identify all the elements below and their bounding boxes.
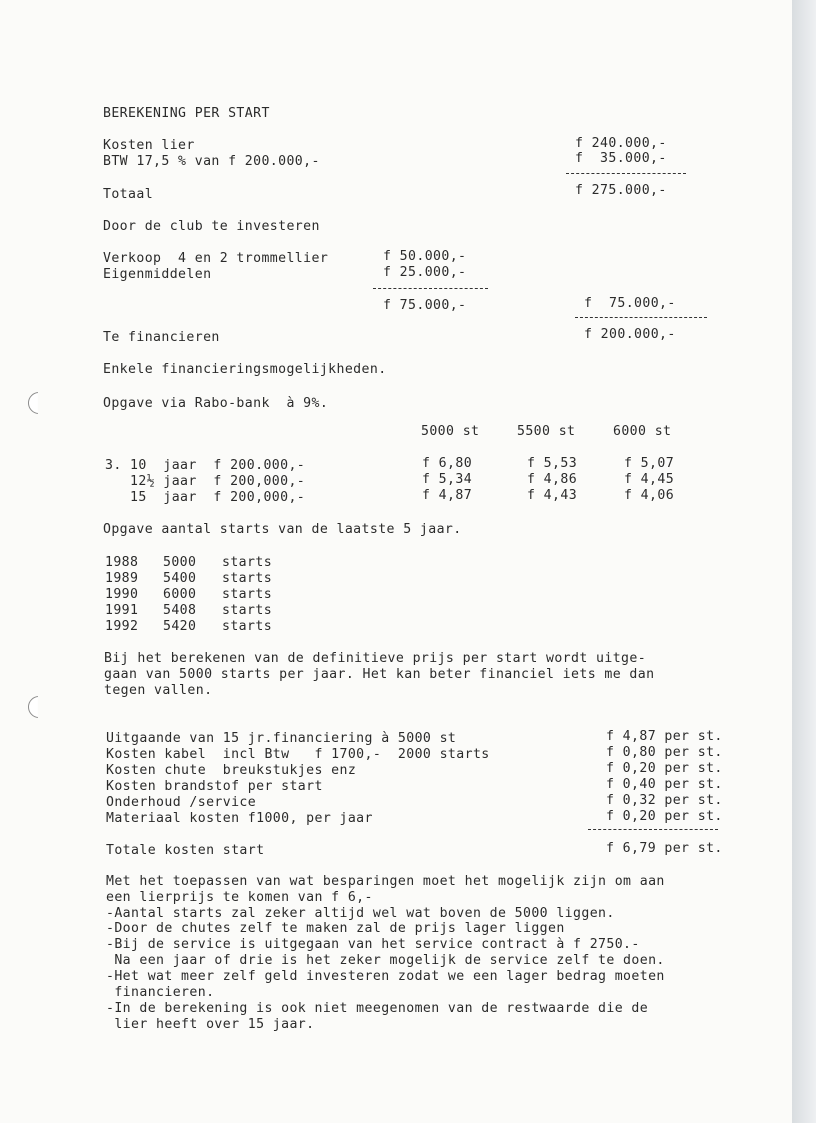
breakdown-label: Materiaal kosten f1000, per jaar xyxy=(106,811,373,826)
total-label: Totaal xyxy=(103,187,154,202)
starts-count: 6000 xyxy=(163,587,197,602)
closing-line: Met het toepassen van wat besparingen moet het mogelijk zijn om aan xyxy=(106,874,665,889)
starts-count: 5420 xyxy=(163,619,197,634)
starts-year: 1988 xyxy=(105,555,139,570)
divider-line xyxy=(566,173,686,174)
cost-btw-label: BTW 17,5 % van f 200.000,- xyxy=(103,154,320,169)
rabo-row-label: 3. 10 jaar f 200.000,- xyxy=(105,458,306,473)
breakdown-label: Kosten kabel incl Btw f 1700,- 2000 starts xyxy=(106,747,490,762)
rabo-row-label: 12½ jaar f 200,000,- xyxy=(105,474,306,489)
eigen-value: f 25.000,- xyxy=(383,265,467,280)
financing-value: f 200.000,- xyxy=(584,327,676,342)
punch-hole xyxy=(28,392,50,414)
breakdown-value: f 0,20 per st. xyxy=(606,809,723,824)
total-value: f 275.000,- xyxy=(575,183,667,198)
rabo-cell: f 4,45 xyxy=(624,472,675,487)
starts-unit: starts xyxy=(222,619,273,634)
rabo-row-label: 15 jaar f 200,000,- xyxy=(105,490,306,505)
closing-line: -In de berekening is ook niet meegenomen van de restwaarde die de xyxy=(106,1001,649,1016)
rabo-cell: f 4,86 xyxy=(527,472,578,487)
closing-line: een lierprijs te komen van f 6,- xyxy=(106,890,373,905)
starts-year: 1990 xyxy=(105,587,139,602)
rabo-cell: f 5,53 xyxy=(527,456,578,471)
closing-line: -Aantal starts zal zeker altijd wel wat boven de 5000 liggen. xyxy=(106,906,615,921)
starts-unit: starts xyxy=(222,603,273,618)
starts-count: 5000 xyxy=(163,555,197,570)
punch-hole xyxy=(28,696,50,718)
starts-year: 1991 xyxy=(105,603,139,618)
verkoop-value: f 50.000,- xyxy=(383,249,467,264)
intro-line: gaan van 5000 starts per jaar. Het kan beter financiel iets me dan xyxy=(104,667,655,682)
breakdown-total-label: Totale kosten start xyxy=(106,843,265,858)
starts-unit: starts xyxy=(222,587,273,602)
rabo-column-header: 6000 st xyxy=(613,424,672,439)
starts-unit: starts xyxy=(222,571,273,586)
page-title: BEREKENING PER START xyxy=(103,106,270,121)
starts-year: 1989 xyxy=(105,571,139,586)
cost-lier-value: f 240.000,- xyxy=(575,136,667,151)
intro-line: tegen vallen. xyxy=(104,683,213,698)
verkoop-label: Verkoop 4 en 2 trommellier xyxy=(103,251,329,266)
rabo-heading: Opgave via Rabo-bank à 9%. xyxy=(103,396,329,411)
breakdown-label: Uitgaande van 15 jr.financiering à 5000 st xyxy=(106,731,457,746)
breakdown-value: f 4,87 per st. xyxy=(606,729,723,744)
closing-line: -Door de chutes zelf te maken zal de prijs lager liggen xyxy=(106,921,565,936)
rabo-cell: f 4,87 xyxy=(422,488,473,503)
invest-column-value: f 75.000,- xyxy=(584,296,676,311)
starts-count: 5400 xyxy=(163,571,197,586)
starts-year: 1992 xyxy=(105,619,139,634)
closing-line: -Bij de service is uitgegaan van het service contract à f 2750.- xyxy=(106,937,640,952)
breakdown-label: Onderhoud /service xyxy=(106,795,257,810)
breakdown-value: f 0,20 per st. xyxy=(606,761,723,776)
rabo-cell: f 4,43 xyxy=(527,488,578,503)
closing-line: financieren. xyxy=(106,985,215,1000)
breakdown-value: f 0,40 per st. xyxy=(606,777,723,792)
divider-line xyxy=(575,317,707,318)
divider-line xyxy=(588,829,718,830)
breakdown-total-value: f 6,79 per st. xyxy=(606,841,723,856)
starts-unit: starts xyxy=(222,555,273,570)
rabo-cell: f 4,06 xyxy=(624,488,675,503)
rabo-cell: f 5,34 xyxy=(422,472,473,487)
divider-line xyxy=(373,288,488,289)
breakdown-label: Kosten chute breukstukjes enz xyxy=(106,763,357,778)
closing-line: lier heeft over 15 jaar. xyxy=(106,1017,315,1032)
eigen-label: Eigenmiddelen xyxy=(103,267,212,282)
breakdown-value: f 0,32 per st. xyxy=(606,793,723,808)
breakdown-value: f 0,80 per st. xyxy=(606,745,723,760)
invest-heading: Door de club te investeren xyxy=(103,219,320,234)
financing-label: Te financieren xyxy=(103,330,220,345)
rabo-cell: f 6,80 xyxy=(422,456,473,471)
closing-line: -Het wat meer zelf geld investeren zodat we een lager bedrag moeten xyxy=(106,969,665,984)
closing-line: Na een jaar of drie is het zeker mogelijk de service zelf te doen. xyxy=(106,953,665,968)
invest-subtotal: f 75.000,- xyxy=(383,298,467,313)
rabo-column-header: 5000 st xyxy=(421,424,480,439)
breakdown-label: Kosten brandstof per start xyxy=(106,779,323,794)
rabo-column-header: 5500 st xyxy=(517,424,576,439)
cost-lier-label: Kosten lier xyxy=(103,138,195,153)
cost-btw-value: f 35.000,- xyxy=(575,151,667,166)
starts-heading: Opgave aantal starts van de laatste 5 jaar. xyxy=(103,522,462,537)
starts-count: 5408 xyxy=(163,603,197,618)
scan-edge xyxy=(792,0,816,1123)
rabo-cell: f 5,07 xyxy=(624,456,675,471)
intro-line: Bij het berekenen van de definitieve prijs per start wordt uitge- xyxy=(104,651,647,666)
options-heading: Enkele financieringsmogelijkheden. xyxy=(103,362,387,377)
